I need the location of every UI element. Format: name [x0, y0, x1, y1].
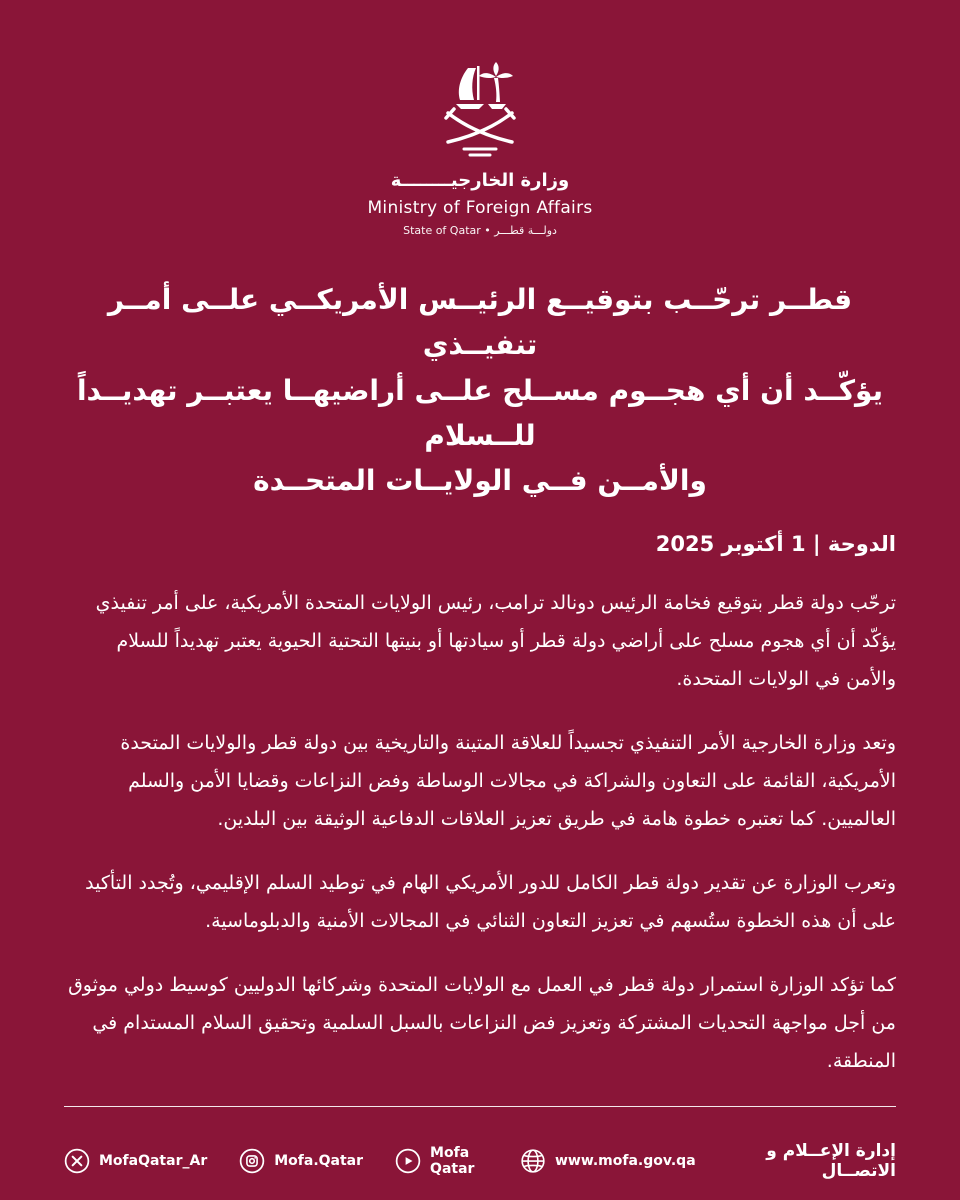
social-handle: Mofa Qatar	[430, 1144, 475, 1177]
globe-icon	[520, 1148, 546, 1174]
body-paragraph-4: كما تؤكد الوزارة استمرار دولة قطر في العمل مع الولايات المتحدة وشركائها الدوليين كوسيط دولي موثوق من أجل مواجهة التحديات المشتركة وتعزيز فض النزاعات بالسبل السلمية وتحقيق السلام المستدام في المنطقة.	[68, 973, 896, 1072]
department-name: إدارة الإعــلام و الاتصــال	[766, 1140, 896, 1181]
headline-line-3: والأمــن فــي الولايــات المتحــدة	[253, 464, 707, 498]
social-link-x[interactable]	[64, 1148, 207, 1174]
body-paragraph-2: وتعد وزارة الخارجية الأمر التنفيذي تجسيداً للعلاقة المتينة والتاريخية بين دولة قطر والولايات المتحدة الأمريكية، القائمة على التعاون والشراكة في مجالات الوساطة وفض النزاعات وقضايا الأمن والسلم العالميين. كما تعتبره خطوة هامة في طريق تعزيز العلاقات الدفاعية الوثيقة بين البلدين.	[120, 731, 896, 830]
body-paragraph-3: وتعرب الوزارة عن تقدير دولة قطر الكامل للدور الأمريكي الهام في توطيد السلم الإقليمي، وتُجدد التأكيد على أن هذه الخطوة ستُسهم في تعزيز التعاون الثنائي في المجالات الأمنية والدبلوماسية.	[85, 871, 896, 932]
headline-line-2: يؤكّــد أن أي هجــوم مســلح علــى أراضيهــا يعتبــر تهديــداً للــسلام	[76, 373, 884, 453]
social-links	[64, 1145, 696, 1177]
body-paragraph-1: ترحّب دولة قطر بتوقيع فخامة الرئيس دونالد ترامب، رئيس الولايات المتحدة الأمريكية، على أمر تنفيذي يؤكّد أن أي هجوم مسلح على أراضي دولة قطر أو سيادتها أو بنيتها التحتية الحيوية يعتبر تهديداً للسلام والأمن في الولايات المتحدة.	[95, 591, 896, 690]
state-of-qatar-line: دولـــة قطـــر • State of Qatar	[403, 224, 557, 237]
mofa-header	[64, 62, 896, 237]
ministry-name-english: Ministry of Foreign Affairs	[367, 198, 593, 218]
social-link-website[interactable]	[520, 1148, 696, 1174]
social-handle: Mofa.Qatar	[274, 1152, 364, 1169]
headline	[64, 277, 896, 504]
social-link-instagram[interactable]	[239, 1148, 363, 1174]
x-icon	[64, 1148, 90, 1174]
footer	[64, 1106, 896, 1200]
social-link-youtube[interactable]	[395, 1145, 488, 1177]
youtube-icon	[395, 1148, 421, 1174]
headline-line-1: قطــر ترحّــب بتوقيــع الرئيــس الأمريكــي علــى أمــر تنفيــذي	[107, 283, 853, 362]
social-handle: www.mofa.gov.qa	[554, 1152, 696, 1169]
qatar-mofa-emblem-icon	[64, 62, 896, 158]
social-handle: MofaQatar_Ar	[99, 1152, 208, 1169]
instagram-icon	[239, 1148, 265, 1174]
ministry-name-arabic: وزارة الخارجيــــــــة	[390, 170, 570, 191]
dateline: الدوحة | 1 أكتوبر 2025	[655, 531, 896, 556]
press-release-body	[64, 584, 896, 1106]
